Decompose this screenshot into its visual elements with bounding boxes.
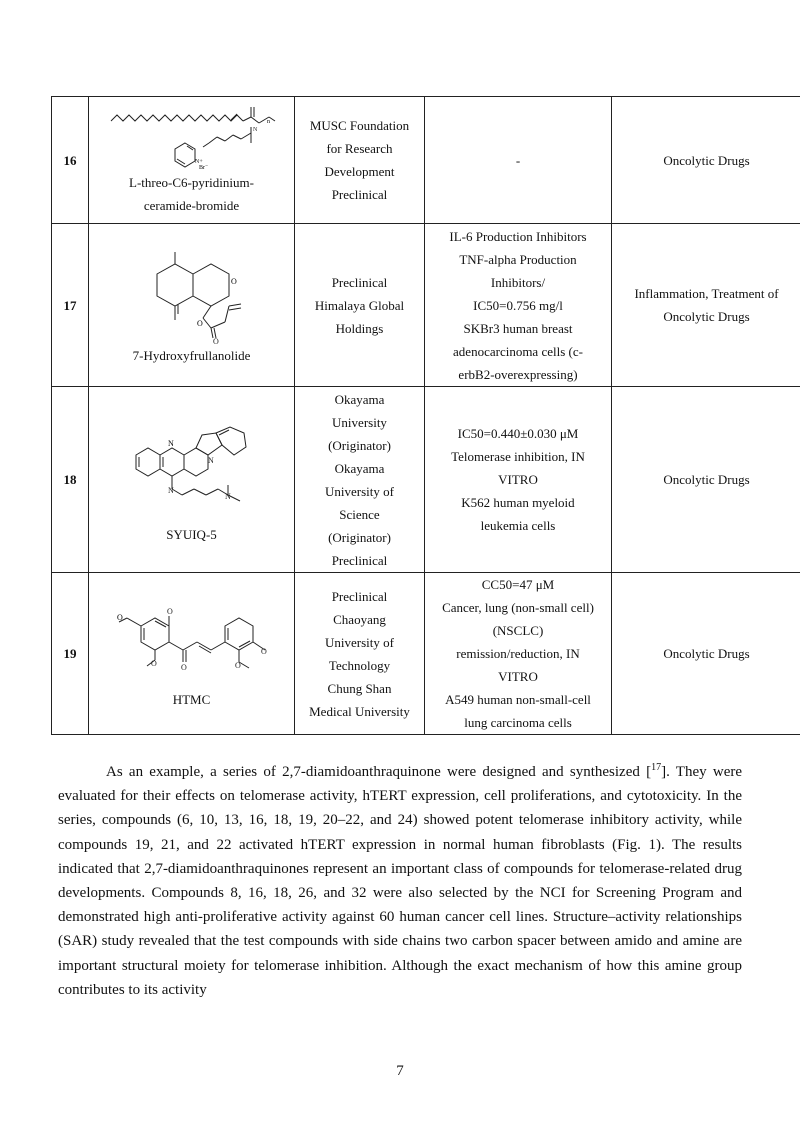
structure-cell (89, 97, 295, 224)
htmc-structure-image (107, 596, 277, 688)
svg-text:N: N (224, 492, 231, 501)
structure-cell (89, 224, 295, 387)
svg-text:O: O (180, 663, 187, 672)
structure-label: O (230, 276, 237, 286)
activity-cell: CC50=47 μM Cancer, lung (non-small cell) (NSCLC) remission/reduction, IN VITRO A549 human non-small-cell lung carcinoma cells (425, 573, 612, 735)
compound-number: 16 (52, 97, 89, 224)
paragraph-text: As an example, a series of 2,7-diamidoanthraquinone were designed and synthesized [ (106, 764, 652, 780)
indication-cell: Inflammation, Treatment of Oncolytic Drugs (612, 224, 800, 387)
structure-label: O (196, 318, 203, 328)
structure-label: N (167, 439, 174, 448)
organization-cell: Preclinical Chaoyang University of Technology Chung Shan Medical University (295, 573, 425, 735)
compound-table (51, 96, 800, 735)
compound-name: HTMC (172, 692, 211, 707)
body-paragraph (58, 760, 742, 1002)
organization-cell: Okayama University (Originator) Okayama University of Science (Originator) Preclinical (295, 387, 425, 573)
ceramide-structure-image (107, 103, 277, 171)
structure-label: Br⁻ (198, 165, 208, 171)
table-row (52, 97, 800, 224)
structure-label: n (266, 119, 270, 125)
compound-name: L-threo-C6-pyridinium- ceramide-bromide (129, 175, 254, 213)
svg-text:O: O (260, 647, 267, 656)
svg-text:O: O (166, 607, 173, 616)
organization-cell: MUSC Foundation for Research Development Preclinical (295, 97, 425, 224)
compound-number: 17 (52, 224, 89, 387)
structure-cell (89, 387, 295, 573)
indication-cell: Oncolytic Drugs (612, 387, 800, 573)
svg-text:N: N (207, 456, 214, 465)
paragraph-text: ]. They were evaluated for their effects on telomerase activity, hTERT expression, cell proliferations, and cytotoxicity. In the series, compounds (6, 10, 13, 16, 18, 19, 20–22, and 24) showed potent telomerase inhibitory activity, while compounds 19, 21, and 22 activated hTERT expression in normal human fibroblasts (Fig. 1). The results indicated that 2,7-diamidoanthraquinones represent an important class of compounds for telomerase-related drug developments. Compounds 8, 16, 18, 26, and 32 were also selected by the NCI for Screening Program and demonstrated high anti-proliferative activity against 60 human cancer cell lines. Structure–activity relationships (SAR) study revealed that the test compounds with side chains two carbon spacer between amido and amine are important structural moiety for telomerase inhibition. Although the exact mechanism of how this amine group contributes to its activity (58, 764, 743, 998)
syuiq5-structure-image (122, 413, 262, 523)
structure-label: O (116, 613, 123, 622)
compound-name: 7-Hydroxyfrullanolide (132, 347, 251, 363)
table-row (52, 573, 800, 735)
svg-text:N: N (252, 127, 257, 133)
table-row (52, 387, 800, 573)
citation-number: 17 (651, 762, 662, 773)
indication-cell: Oncolytic Drugs (612, 97, 800, 224)
compound-number: 18 (52, 387, 89, 573)
compound-number: 19 (52, 573, 89, 735)
svg-text:N+: N+ (194, 159, 203, 165)
svg-text:O: O (212, 336, 219, 344)
activity-cell: IL-6 Production Inhibitors TNF-alpha Production Inhibitors/ IC50=0.756 mg/l SKBr3 human breast adenocarcinoma cells (c- erbB2-overexpressing) (425, 224, 612, 387)
svg-text:N: N (167, 486, 174, 495)
hydroxyfrullanolide-structure-image (137, 244, 247, 344)
page-number: 7 (396, 1063, 404, 1079)
table-row (52, 224, 800, 387)
activity-cell: IC50=0.440±0.030 μM Telomerase inhibition, IN VITRO K562 human myeloid leukemia cells (425, 387, 612, 573)
structure-cell (89, 573, 295, 735)
svg-text:O: O (150, 659, 157, 668)
compound-name: SYUIQ-5 (166, 527, 217, 542)
organization-cell: Preclinical Himalaya Global Holdings (295, 224, 425, 387)
activity-cell: - (425, 97, 612, 224)
indication-cell: Oncolytic Drugs (612, 573, 800, 735)
svg-text:O: O (234, 661, 241, 670)
